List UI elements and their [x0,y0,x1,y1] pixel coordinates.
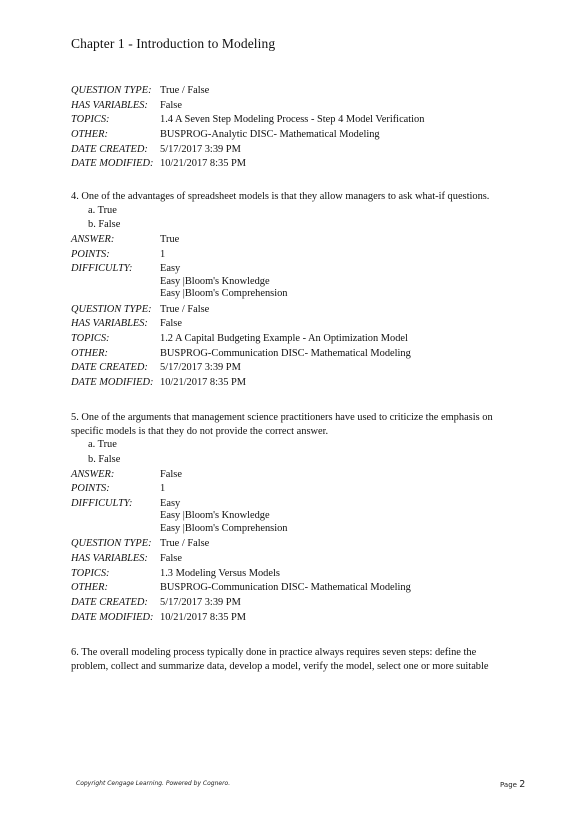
field-question-type: QUESTION TYPE: True / False [71,303,210,315]
option-a: a. True [88,439,117,451]
field-difficulty: DIFFICULTY: Easy Easy |Bloom's Knowledge Easy |Bloom's Comprehension [71,263,288,300]
field-question-type: QUESTION TYPE: True / False [71,85,210,96]
field-points: POINTS: 1 [71,483,166,495]
question-4 [71,190,511,391]
field-topics: TOPICS: 1.4 A Seven Step Modeling Process - Step 4 Model Verification [71,114,425,126]
field-date-modified: DATE MODIFIED: 10/21/2017 8:35 PM [71,611,247,623]
field-date-modified: DATE MODIFIED: 10/21/2017 8:35 PM [71,158,247,170]
field-date-created: DATE CREATED: 5/17/2017 3:39 PM [71,143,241,155]
page-number: 2 [519,779,526,790]
question-text-line-2: specific models is that they do not provide the correct answer. [71,425,329,437]
field-has-variables: HAS VARIABLES: False [71,99,182,111]
field-date-created: DATE CREATED: 5/17/2017 3:39 PM [71,362,241,374]
field-other: OTHER: BUSPROG-Analytic DISC- Mathematical Modeling [71,129,380,141]
option-b: b. False [88,219,121,231]
question-3-metadata [71,84,511,172]
field-topics: TOPICS: 1.3 Modeling Versus Models [71,567,280,579]
field-date-modified: DATE MODIFIED: 10/21/2017 8:35 PM [71,377,247,388]
question-5 [71,411,511,625]
field-answer: ANSWER: False [71,468,182,480]
chapter-title: Chapter 1 - Introduction to Modeling [71,36,276,51]
option-b: b. False [88,453,121,465]
question-text-line-1: 6. The overall modeling process typically done in practice always requires seven steps: define the [71,647,477,658]
footer-page-number [500,779,525,790]
field-question-type: QUESTION TYPE: True / False [71,538,210,550]
field-has-variables: HAS VARIABLES: False [71,318,182,330]
footer-copyright: Copyright Cengage Learning. Powered by Cognero. [76,780,231,787]
field-answer: ANSWER: True [71,233,180,245]
question-text-line-1: 5. One of the arguments that management science practitioners have used to criticize the emphasis on [71,412,493,423]
field-points: POINTS: 1 [71,248,166,260]
page-label: Page [500,781,517,789]
field-date-created: DATE CREATED: 5/17/2017 3:39 PM [71,596,241,608]
option-a: a. True [88,204,117,216]
question-6 [71,646,511,673]
field-other: OTHER: BUSPROG-Communication DISC- Mathematical Modeling [71,582,411,594]
field-has-variables: HAS VARIABLES: False [71,552,182,564]
question-text: 4. One of the advantages of spreadsheet models is that they allow managers to ask what-if questions. [71,191,490,202]
field-difficulty: DIFFICULTY: Easy Easy |Bloom's Knowledge Easy |Bloom's Comprehension [71,497,288,534]
field-topics: TOPICS: 1.2 A Capital Budgeting Example - An Optimization Model [71,332,408,344]
field-other: OTHER: BUSPROG-Communication DISC- Mathematical Modeling [71,347,411,359]
question-text-line-2: problem, collect and summarize data, develop a model, verify the model, select one or more suitable [71,660,489,672]
